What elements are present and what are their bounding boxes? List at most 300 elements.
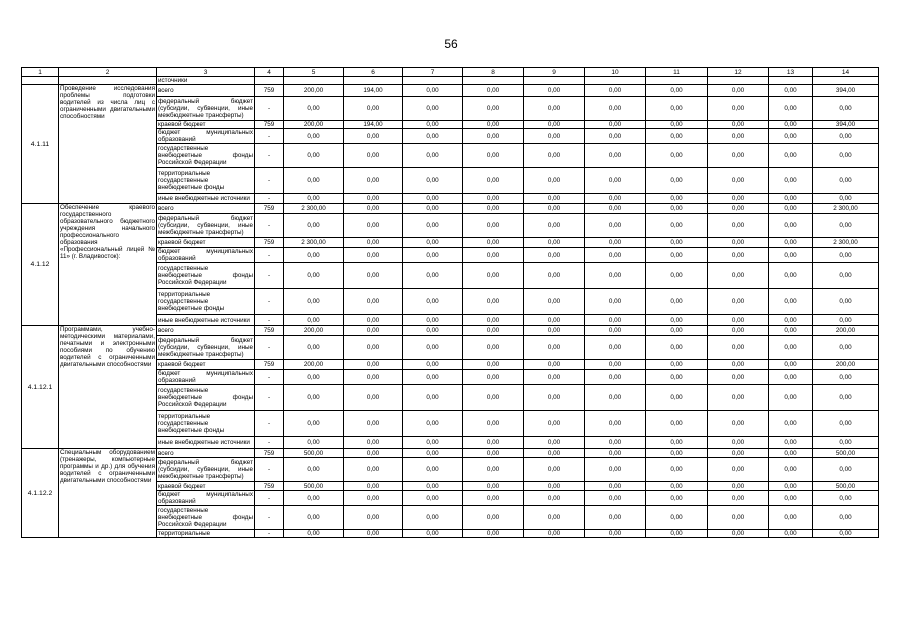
column-header: 2 — [59, 68, 157, 77]
value-cell: 0,00 — [463, 289, 524, 315]
value-cell: 0,00 — [524, 530, 585, 538]
source-cell: краевой бюджет — [157, 482, 255, 491]
rc-cell: - — [255, 168, 284, 194]
value-cell: 0,00 — [344, 449, 403, 458]
value-cell: 0,00 — [585, 315, 646, 326]
rc-cell: - — [255, 97, 284, 121]
value-cell: 0,00 — [646, 289, 708, 315]
value-cell: 0,00 — [813, 214, 879, 238]
value-cell: 0,00 — [646, 263, 708, 289]
table-header-row — [22, 68, 879, 77]
value-cell: 0,00 — [585, 458, 646, 482]
source-cell: иные внебюджетные источники — [157, 315, 255, 326]
value-cell: 0,00 — [769, 263, 813, 289]
value-cell: 0,00 — [284, 458, 344, 482]
value-cell: 0,00 — [344, 336, 403, 360]
value-cell: 0,00 — [585, 530, 646, 538]
value-cell: 0,00 — [463, 449, 524, 458]
value-cell: 500,00 — [284, 449, 344, 458]
value-cell: 500,00 — [284, 482, 344, 491]
value-cell: 0,00 — [284, 168, 344, 194]
value-cell: 0,00 — [403, 458, 463, 482]
source-cell: всего — [157, 85, 255, 97]
value-cell: 0,00 — [463, 506, 524, 530]
value-cell: 0,00 — [524, 97, 585, 121]
value-cell: 500,00 — [813, 449, 879, 458]
source-cell: бюджет муниципальных образований — [158, 370, 253, 384]
value-cell — [344, 77, 403, 85]
item-code: 4.1.12 — [22, 204, 59, 326]
value-cell: 0,00 — [769, 458, 813, 482]
value-cell: 0,00 — [524, 360, 585, 370]
value-cell: 200,00 — [284, 85, 344, 97]
source-cell: краевой бюджет — [157, 238, 255, 248]
value-cell: 0,00 — [813, 370, 879, 385]
value-cell: 0,00 — [769, 449, 813, 458]
value-cell: 0,00 — [769, 326, 813, 336]
value-cell: 0,00 — [585, 491, 646, 506]
value-cell: 0,00 — [708, 85, 769, 97]
value-cell: 0,00 — [769, 97, 813, 121]
value-cell: 0,00 — [769, 214, 813, 238]
rc-cell: 759 — [255, 85, 284, 97]
value-cell: 0,00 — [708, 506, 769, 530]
rc-cell: 759 — [255, 121, 284, 129]
value-cell: 0,00 — [463, 530, 524, 538]
value-cell: 0,00 — [284, 530, 344, 538]
value-cell: 0,00 — [403, 168, 463, 194]
rc-cell: - — [255, 491, 284, 506]
value-cell — [284, 77, 344, 85]
value-cell: 0,00 — [524, 214, 585, 238]
value-cell: 0,00 — [769, 336, 813, 360]
value-cell: 0,00 — [344, 437, 403, 449]
value-cell: 0,00 — [463, 168, 524, 194]
value-cell: 0,00 — [646, 97, 708, 121]
value-cell: 200,00 — [284, 360, 344, 370]
value-cell: 0,00 — [813, 491, 879, 506]
value-cell: 0,00 — [284, 336, 344, 360]
value-cell: 0,00 — [646, 326, 708, 336]
value-cell: 0,00 — [344, 129, 403, 144]
value-cell: 0,00 — [708, 458, 769, 482]
value-cell: 0,00 — [646, 85, 708, 97]
value-cell: 0,00 — [344, 326, 403, 336]
value-cell: 0,00 — [813, 315, 879, 326]
item-name: Программами, учебно-методическими материалами, печатными и электронными пособиями по обучению водителей с ограниченными двигательными способностями — [59, 326, 157, 449]
value-cell: 0,00 — [463, 482, 524, 491]
rc-cell: - — [255, 458, 284, 482]
column-header: 11 — [646, 68, 708, 77]
value-cell: 0,00 — [585, 97, 646, 121]
rc-cell: - — [255, 336, 284, 360]
value-cell: 0,00 — [585, 482, 646, 491]
column-header: 1 — [22, 68, 59, 77]
value-cell: 0,00 — [708, 168, 769, 194]
rc-cell: - — [255, 411, 284, 437]
value-cell: 0,00 — [403, 449, 463, 458]
rc-cell: 759 — [255, 449, 284, 458]
source-cell: источники — [157, 77, 255, 85]
value-cell: 0,00 — [813, 144, 879, 168]
value-cell: 0,00 — [813, 336, 879, 360]
value-cell: 0,00 — [403, 336, 463, 360]
rc-cell: - — [255, 129, 284, 144]
value-cell: 0,00 — [646, 168, 708, 194]
value-cell: 0,00 — [708, 289, 769, 315]
value-cell: 0,00 — [344, 385, 403, 411]
value-cell: 0,00 — [585, 411, 646, 437]
value-cell: 194,00 — [344, 85, 403, 97]
value-cell: 0,00 — [813, 168, 879, 194]
value-cell: 0,00 — [769, 411, 813, 437]
value-cell: 200,00 — [813, 360, 879, 370]
value-cell: 0,00 — [813, 194, 879, 204]
source-cell: всего — [157, 449, 255, 458]
value-cell: 0,00 — [403, 121, 463, 129]
rc-cell: - — [255, 315, 284, 326]
value-cell: 0,00 — [524, 248, 585, 263]
value-cell: 0,00 — [708, 214, 769, 238]
value-cell: 0,00 — [524, 506, 585, 530]
rc-cell: - — [255, 437, 284, 449]
value-cell: 0,00 — [769, 491, 813, 506]
value-cell: 0,00 — [524, 411, 585, 437]
value-cell: 0,00 — [708, 194, 769, 204]
value-cell: 0,00 — [524, 85, 585, 97]
value-cell: 0,00 — [646, 121, 708, 129]
rc-cell — [255, 77, 284, 85]
value-cell — [463, 77, 524, 85]
value-cell: 0,00 — [463, 238, 524, 248]
column-header: 3 — [157, 68, 255, 77]
value-cell: 0,00 — [708, 411, 769, 437]
column-header: 6 — [344, 68, 403, 77]
value-cell: 0,00 — [585, 85, 646, 97]
value-cell: 0,00 — [813, 458, 879, 482]
rc-cell: - — [255, 144, 284, 168]
value-cell: 0,00 — [344, 315, 403, 326]
value-cell: 0,00 — [524, 449, 585, 458]
value-cell: 0,00 — [284, 129, 344, 144]
value-cell: 0,00 — [463, 248, 524, 263]
value-cell: 0,00 — [463, 315, 524, 326]
value-cell: 0,00 — [646, 204, 708, 214]
value-cell: 0,00 — [646, 360, 708, 370]
value-cell: 194,00 — [344, 121, 403, 129]
column-header: 5 — [284, 68, 344, 77]
rc-cell: - — [255, 530, 284, 538]
value-cell: 0,00 — [708, 437, 769, 449]
value-cell: 0,00 — [813, 289, 879, 315]
value-cell: 0,00 — [708, 530, 769, 538]
source-cell: государственные внебюджетные фонды Российской Федерации — [157, 263, 255, 289]
value-cell: 0,00 — [585, 326, 646, 336]
source-cell: краевой бюджет — [157, 121, 255, 129]
value-cell: 0,00 — [524, 336, 585, 360]
value-cell: 0,00 — [463, 204, 524, 214]
value-cell: 0,00 — [585, 248, 646, 263]
value-cell: 0,00 — [708, 238, 769, 248]
value-cell: 0,00 — [646, 437, 708, 449]
source-cell: бюджет муниципальных образований — [158, 491, 253, 505]
value-cell: 0,00 — [585, 121, 646, 129]
table-row — [22, 449, 879, 458]
source-cell: территориальные государственные внебюджетные фонды — [157, 289, 255, 315]
column-header: 7 — [403, 68, 463, 77]
value-cell: 0,00 — [769, 204, 813, 214]
value-cell: 0,00 — [463, 458, 524, 482]
table-row — [22, 77, 879, 85]
source-cell: федеральный бюджет (субсидии, субвенции, иные межбюджетные трансферты) — [158, 337, 253, 358]
value-cell — [585, 77, 646, 85]
value-cell: 0,00 — [813, 248, 879, 263]
value-cell — [403, 77, 463, 85]
value-cell: 0,00 — [524, 289, 585, 315]
budget-table — [21, 67, 879, 538]
value-cell: 0,00 — [585, 263, 646, 289]
value-cell: 0,00 — [344, 370, 403, 385]
value-cell: 0,00 — [284, 214, 344, 238]
value-cell: 0,00 — [463, 336, 524, 360]
value-cell: 0,00 — [403, 194, 463, 204]
value-cell: 0,00 — [646, 491, 708, 506]
value-cell: 0,00 — [769, 238, 813, 248]
item-code: 4.1.12.2 — [22, 449, 59, 538]
value-cell: 0,00 — [403, 129, 463, 144]
value-cell — [646, 77, 708, 85]
value-cell: 0,00 — [769, 482, 813, 491]
empty-cell — [59, 77, 157, 85]
value-cell: 200,00 — [284, 326, 344, 336]
value-cell: 0,00 — [284, 385, 344, 411]
value-cell: 0,00 — [708, 482, 769, 491]
value-cell — [708, 77, 769, 85]
rc-cell: - — [255, 289, 284, 315]
value-cell: 0,00 — [463, 97, 524, 121]
value-cell: 0,00 — [585, 370, 646, 385]
value-cell: 0,00 — [646, 411, 708, 437]
value-cell: 0,00 — [585, 214, 646, 238]
table-row — [22, 204, 879, 214]
value-cell: 0,00 — [524, 482, 585, 491]
item-code: 4.1.12.1 — [22, 326, 59, 449]
value-cell: 0,00 — [284, 506, 344, 530]
value-cell: 0,00 — [708, 97, 769, 121]
value-cell: 0,00 — [708, 315, 769, 326]
value-cell: 2 300,00 — [284, 204, 344, 214]
value-cell: 0,00 — [769, 85, 813, 97]
value-cell: 0,00 — [646, 482, 708, 491]
rc-cell: - — [255, 370, 284, 385]
rc-cell: - — [255, 263, 284, 289]
value-cell: 0,00 — [708, 449, 769, 458]
value-cell: 0,00 — [524, 129, 585, 144]
value-cell: 0,00 — [708, 370, 769, 385]
source-cell: бюджет муниципальных образований — [158, 248, 253, 262]
value-cell: 0,00 — [813, 385, 879, 411]
value-cell: 394,00 — [813, 85, 879, 97]
value-cell: 0,00 — [524, 385, 585, 411]
value-cell: 0,00 — [344, 491, 403, 506]
value-cell: 0,00 — [403, 214, 463, 238]
value-cell: 0,00 — [403, 238, 463, 248]
column-header: 13 — [769, 68, 813, 77]
value-cell: 0,00 — [585, 168, 646, 194]
value-cell: 0,00 — [463, 214, 524, 238]
value-cell: 0,00 — [524, 168, 585, 194]
value-cell: 0,00 — [344, 263, 403, 289]
value-cell: 0,00 — [585, 238, 646, 248]
source-cell: иные внебюджетные источники — [157, 194, 255, 204]
source-cell: федеральный бюджет (субсидии, субвенции, иные межбюджетные трансферты) — [158, 459, 253, 480]
source-cell: федеральный бюджет (субсидии, субвенции, иные межбюджетные трансферты) — [158, 98, 253, 119]
value-cell: 0,00 — [524, 491, 585, 506]
value-cell: 0,00 — [284, 289, 344, 315]
value-cell: 0,00 — [646, 315, 708, 326]
value-cell: 0,00 — [524, 204, 585, 214]
value-cell: 0,00 — [708, 204, 769, 214]
value-cell: 0,00 — [646, 129, 708, 144]
value-cell: 0,00 — [463, 360, 524, 370]
value-cell: 0,00 — [585, 437, 646, 449]
value-cell: 0,00 — [646, 370, 708, 385]
value-cell: 0,00 — [524, 194, 585, 204]
item-code: 4.1.11 — [22, 85, 59, 204]
value-cell: 0,00 — [403, 360, 463, 370]
value-cell: 2 300,00 — [284, 238, 344, 248]
value-cell: 0,00 — [769, 385, 813, 411]
value-cell: 0,00 — [769, 370, 813, 385]
rc-cell: - — [255, 248, 284, 263]
item-name: Проведение исследования проблемы подготовки водителей из числа лиц с ограниченными двигательными способностями — [59, 85, 157, 204]
value-cell: 0,00 — [403, 204, 463, 214]
value-cell: 0,00 — [344, 482, 403, 491]
source-cell: федеральный бюджет (субсидии, субвенции, иные межбюджетные трансферты) — [158, 215, 253, 236]
value-cell — [769, 77, 813, 85]
source-cell: государственные внебюджетные фонды Российской Федерации — [157, 385, 255, 411]
value-cell: 0,00 — [646, 194, 708, 204]
value-cell: 0,00 — [524, 326, 585, 336]
value-cell: 0,00 — [813, 97, 879, 121]
value-cell: 0,00 — [463, 194, 524, 204]
value-cell: 0,00 — [403, 248, 463, 263]
value-cell: 0,00 — [585, 194, 646, 204]
rc-cell: - — [255, 506, 284, 530]
value-cell: 0,00 — [524, 121, 585, 129]
source-cell: территориальные государственные внебюджетные фонды — [157, 168, 255, 194]
value-cell: 0,00 — [344, 214, 403, 238]
column-header: 14 — [813, 68, 879, 77]
value-cell: 0,00 — [769, 248, 813, 263]
value-cell: 0,00 — [646, 238, 708, 248]
column-header: 4 — [255, 68, 284, 77]
source-cell: всего — [157, 326, 255, 336]
value-cell: 0,00 — [524, 370, 585, 385]
value-cell: 0,00 — [646, 144, 708, 168]
value-cell: 0,00 — [403, 144, 463, 168]
value-cell: 0,00 — [403, 289, 463, 315]
value-cell: 0,00 — [769, 315, 813, 326]
source-cell: территориальные государственные внебюджетные фонды — [157, 411, 255, 437]
value-cell: 2 300,00 — [813, 238, 879, 248]
item-name: Обеспечение краевого государственного образовательного бюджетного учреждения начального профессионального образования «Профессиональный лицей № 11» (г. Владивосток): — [59, 204, 157, 326]
value-cell: 0,00 — [813, 129, 879, 144]
value-cell: 0,00 — [708, 144, 769, 168]
value-cell: 0,00 — [769, 121, 813, 129]
value-cell: 0,00 — [403, 315, 463, 326]
value-cell: 0,00 — [585, 360, 646, 370]
value-cell: 0,00 — [769, 289, 813, 315]
table-row — [22, 326, 879, 336]
value-cell: 0,00 — [585, 449, 646, 458]
value-cell: 0,00 — [284, 315, 344, 326]
value-cell: 200,00 — [284, 121, 344, 129]
value-cell: 0,00 — [344, 530, 403, 538]
value-cell: 0,00 — [344, 204, 403, 214]
value-cell: 0,00 — [708, 248, 769, 263]
value-cell: 0,00 — [708, 360, 769, 370]
value-cell: 0,00 — [463, 491, 524, 506]
value-cell: 0,00 — [646, 214, 708, 238]
value-cell: 0,00 — [708, 263, 769, 289]
rc-cell: 759 — [255, 360, 284, 370]
value-cell: 0,00 — [284, 491, 344, 506]
value-cell: 0,00 — [284, 411, 344, 437]
value-cell: 0,00 — [769, 506, 813, 530]
value-cell: 0,00 — [813, 530, 879, 538]
value-cell: 0,00 — [344, 168, 403, 194]
column-header: 9 — [524, 68, 585, 77]
value-cell: 0,00 — [463, 144, 524, 168]
value-cell: 0,00 — [646, 506, 708, 530]
value-cell: 0,00 — [646, 449, 708, 458]
column-header: 8 — [463, 68, 524, 77]
value-cell: 0,00 — [344, 458, 403, 482]
value-cell: 0,00 — [524, 144, 585, 168]
value-cell: 0,00 — [708, 385, 769, 411]
source-cell: территориальные — [157, 530, 255, 538]
value-cell: 0,00 — [463, 129, 524, 144]
value-cell: 0,00 — [403, 370, 463, 385]
rc-cell: 759 — [255, 326, 284, 336]
rc-cell: - — [255, 385, 284, 411]
value-cell: 0,00 — [463, 263, 524, 289]
value-cell: 0,00 — [284, 370, 344, 385]
value-cell: 0,00 — [284, 194, 344, 204]
value-cell: 0,00 — [463, 121, 524, 129]
source-cell: государственные внебюджетные фонды Российской Федерации — [158, 507, 253, 528]
value-cell: 500,00 — [813, 482, 879, 491]
value-cell: 0,00 — [463, 326, 524, 336]
value-cell: 0,00 — [403, 385, 463, 411]
value-cell: 0,00 — [813, 506, 879, 530]
column-header: 12 — [708, 68, 769, 77]
value-cell: 0,00 — [463, 411, 524, 437]
source-cell: всего — [157, 204, 255, 214]
value-cell: 0,00 — [284, 248, 344, 263]
empty-cell — [22, 77, 59, 85]
value-cell: 0,00 — [585, 385, 646, 411]
source-cell: государственные внебюджетные фонды Российской Федерации — [158, 145, 253, 166]
value-cell: 0,00 — [769, 144, 813, 168]
value-cell: 0,00 — [344, 289, 403, 315]
value-cell: 0,00 — [646, 248, 708, 263]
value-cell: 0,00 — [769, 129, 813, 144]
value-cell: 0,00 — [585, 336, 646, 360]
value-cell: 0,00 — [524, 238, 585, 248]
rc-cell: 759 — [255, 238, 284, 248]
